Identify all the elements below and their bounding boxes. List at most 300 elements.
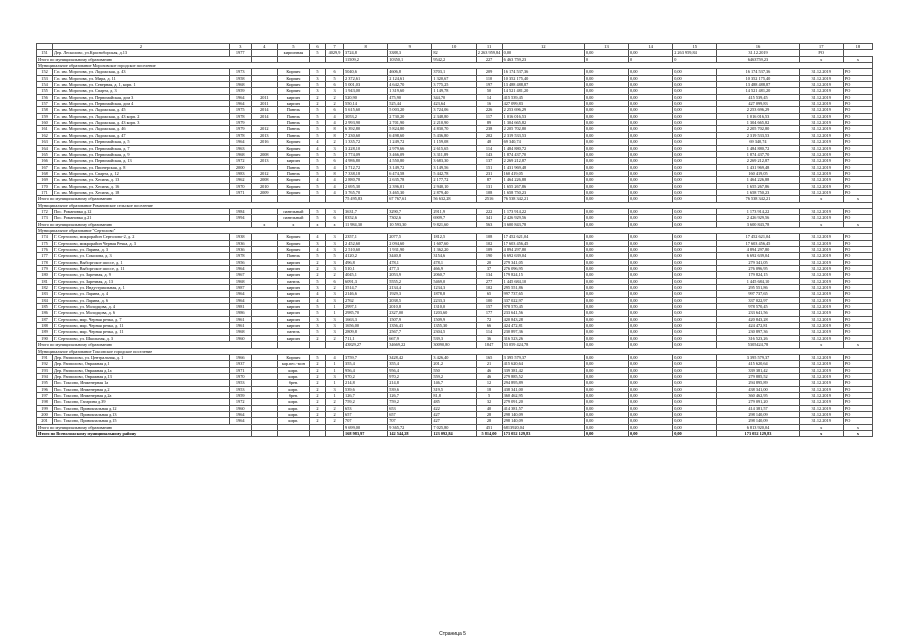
table-cell: 0,00 bbox=[584, 247, 628, 253]
table-cell: 0,00 bbox=[629, 272, 673, 278]
table-cell: 279 885,52 bbox=[717, 373, 799, 379]
table-cell: 759,2 bbox=[344, 399, 388, 405]
table-cell: 6909,7 bbox=[432, 215, 476, 221]
table-cell: 110 bbox=[476, 75, 502, 81]
table-cell: 2 bbox=[309, 361, 325, 367]
table-cell: 0,00 bbox=[673, 196, 717, 202]
table-cell: 3 bbox=[325, 291, 343, 297]
address-cell: Пос. Токсово, Инженерная д.2 bbox=[53, 386, 230, 392]
table-cell: 40 bbox=[476, 405, 502, 411]
table-cell: 0,00 bbox=[584, 291, 628, 297]
table-cell: РО bbox=[843, 139, 872, 145]
row-number-cell: 180 bbox=[37, 272, 53, 278]
table-cell: 3514,7 bbox=[344, 285, 388, 291]
table-cell: 31.12.2019 bbox=[799, 101, 843, 107]
table-cell: 0,00 bbox=[584, 189, 628, 195]
table-cell: 2 940,10 bbox=[432, 183, 476, 189]
table-cell: Кирпич bbox=[277, 151, 309, 157]
table-cell: 2012 bbox=[251, 126, 277, 132]
table-cell: РО bbox=[843, 386, 872, 392]
table-cell: 0,00 bbox=[584, 424, 628, 430]
table-cell: 0,00 bbox=[629, 323, 673, 329]
table-cell: 14 521 481,20 bbox=[502, 88, 584, 94]
table-cell: 5 824,80 bbox=[388, 126, 432, 132]
table-cell: 3 466,09 bbox=[388, 151, 432, 157]
row-number-cell: 196 bbox=[37, 386, 53, 392]
row-number-cell: 198 bbox=[37, 399, 53, 405]
table-cell: 2 bbox=[325, 285, 343, 291]
table-cell: 3 774,09 bbox=[344, 151, 388, 157]
table-cell: 415 539,45 bbox=[502, 94, 584, 100]
address-cell: Г.п. им. Морозова, ул. Ладожская, д. 43 bbox=[53, 69, 230, 75]
table-cell: 414 381,57 bbox=[717, 405, 799, 411]
table-cell: 31.12.2019 bbox=[799, 405, 843, 411]
table-cell: 5 bbox=[325, 253, 343, 259]
table-cell: 31.12.2019 bbox=[799, 240, 843, 246]
table-cell: 1938 bbox=[229, 234, 251, 240]
table-cell: Кирпич bbox=[277, 247, 309, 253]
table-cell: 31.12.2019 bbox=[799, 126, 843, 132]
table-cell: 31.12.2019 bbox=[799, 380, 843, 386]
table-cell: 0,00 bbox=[629, 221, 673, 227]
table-cell: х bbox=[843, 424, 872, 430]
table-cell: 1355,30 bbox=[432, 323, 476, 329]
table-cell: 0,00 bbox=[629, 107, 673, 113]
table-cell: 2327,00 bbox=[388, 310, 432, 316]
row-number-cell: 165 bbox=[37, 151, 53, 157]
table-cell: 1 249,72 bbox=[388, 139, 432, 145]
table-cell: 414 381,57 bbox=[502, 405, 584, 411]
table-cell: 102 bbox=[476, 240, 502, 246]
address-cell: Г. Сертолово, мкр. Черная речка, д. 11 bbox=[53, 329, 230, 335]
table-cell: 3 311,89 bbox=[432, 151, 476, 157]
table-cell: 0,00 bbox=[673, 380, 717, 386]
table-cell: 1 bbox=[325, 310, 343, 316]
table-cell: 3 149,72 bbox=[388, 164, 432, 170]
table-cell: 0,00 bbox=[629, 113, 673, 119]
table-cell: 2567,7 bbox=[388, 329, 432, 335]
table-cell: РО bbox=[843, 335, 872, 341]
table-cell: 222 bbox=[476, 208, 502, 214]
table-cell: 0,00 bbox=[584, 113, 628, 119]
table-cell: 0,00 bbox=[584, 88, 628, 94]
row-number-cell: 163 bbox=[37, 139, 53, 145]
table-cell: 6 692 639,04 bbox=[717, 253, 799, 259]
table-cell: 5 bbox=[309, 170, 325, 176]
table-cell: 0,00 bbox=[673, 278, 717, 284]
table-cell: х bbox=[799, 56, 843, 62]
table-cell: 6 bbox=[325, 82, 343, 88]
table-cell: 5 bbox=[309, 132, 325, 138]
table-cell: 226 bbox=[476, 107, 502, 113]
table-cell: 31.12.2019 bbox=[799, 170, 843, 176]
row-number-cell: 187 bbox=[37, 316, 53, 322]
table-cell: 711,1 bbox=[344, 335, 388, 341]
table-cell: 17 603 456,45 bbox=[717, 240, 799, 246]
table-cell: 67 767,61 bbox=[388, 196, 432, 202]
table-cell: 0,00 bbox=[629, 164, 673, 170]
table-cell: 0,00 bbox=[584, 170, 628, 176]
row-number-cell: 166 bbox=[37, 158, 53, 164]
table-cell: 134 bbox=[476, 272, 502, 278]
table-cell: 31.12.2019 bbox=[799, 411, 843, 417]
table-cell: 31.12.2019 bbox=[799, 208, 843, 214]
table-cell: 1 445 684,10 bbox=[502, 278, 584, 284]
table-cell: 1847 bbox=[476, 342, 502, 348]
row-number-cell: 155 bbox=[37, 88, 53, 94]
table-cell: 520,90 bbox=[344, 94, 388, 100]
table-cell: 4045,1 bbox=[344, 272, 388, 278]
table-cell: 0,00 bbox=[673, 329, 717, 335]
table-cell: 1 484 880,72 bbox=[717, 145, 799, 151]
housing-register-table bbox=[36, 43, 873, 437]
table-cell: х bbox=[277, 221, 309, 227]
table-cell: 31.12.2019 bbox=[799, 335, 843, 341]
table-cell: 209 bbox=[476, 69, 502, 75]
table-cell: 415 539,45 bbox=[717, 94, 799, 100]
table-cell: 0,00 bbox=[673, 247, 717, 253]
table-cell: 0,00 bbox=[629, 177, 673, 183]
address-cell: Дер. Рапполово, Овражная д.13 bbox=[53, 373, 230, 379]
address-cell: Г. Сертолово, ул. Молодцова, д. 6 bbox=[53, 310, 230, 316]
table-cell: 31.12.2019 bbox=[799, 107, 843, 113]
table-cell: 1958 bbox=[229, 75, 251, 81]
table-cell: 31.12.2019 bbox=[799, 253, 843, 259]
table-cell: 956,4 bbox=[388, 367, 432, 373]
address-cell: Г. Сертолово, микрорайон Черная Речка, д. 3 bbox=[53, 240, 230, 246]
address-cell: Г.п. им. Морозова, ул. Первомайская, дом 4 bbox=[53, 101, 230, 107]
address-cell: Дер. Рапполово, ул. Центральная, д. 1 bbox=[53, 354, 230, 360]
address-cell: Г.п. им. Морозова, ул. Первомайская, д. 5 bbox=[53, 139, 230, 145]
table-cell: 2 bbox=[309, 405, 325, 411]
table-cell: 2014 bbox=[251, 113, 277, 119]
table-cell: 9 365,72 bbox=[388, 424, 432, 430]
table-cell: х bbox=[843, 56, 872, 62]
table-cell: 16 174 537,36 bbox=[502, 69, 584, 75]
table-cell: 2 bbox=[309, 367, 325, 373]
row-number-cell: 190 bbox=[37, 335, 53, 341]
table-cell: РО bbox=[843, 101, 872, 107]
table-cell: 2 263 959,84 bbox=[673, 50, 717, 56]
address-cell: Г. Сертолово, ул. Ларина, д. 4 bbox=[53, 291, 230, 297]
address-cell: Г. Сертолово, микрорайон Сертолово-2, д. 2 bbox=[53, 234, 230, 240]
table-cell: 2233,3 bbox=[432, 297, 476, 303]
table-cell: 1507,9 bbox=[388, 316, 432, 322]
table-cell: 4 bbox=[309, 177, 325, 183]
table-cell: 276 096,95 bbox=[502, 266, 584, 272]
table-cell: 179 824,15 bbox=[502, 272, 584, 278]
table-cell: 31.12.2019 bbox=[799, 386, 843, 392]
table-cell: 2997,1 bbox=[344, 304, 388, 310]
table-cell: 0,00 bbox=[584, 50, 628, 56]
table-cell: 190 bbox=[476, 253, 502, 259]
table-cell: 2012 bbox=[251, 170, 277, 176]
table-cell: 707 bbox=[388, 418, 432, 424]
table-cell: 1953 bbox=[229, 380, 251, 386]
table-cell: 2 880,78 bbox=[344, 177, 388, 183]
header-number-cell: 3 bbox=[229, 44, 251, 50]
table-cell: 563 bbox=[476, 221, 502, 227]
table-cell: РО bbox=[843, 107, 872, 113]
table-cell: 0,00 bbox=[629, 310, 673, 316]
table-cell: 5469,0 bbox=[432, 278, 476, 284]
table-cell: 0,00 bbox=[673, 297, 717, 303]
table-cell: 0,00 bbox=[673, 386, 717, 392]
table-cell: кирпич bbox=[277, 304, 309, 310]
table-cell: 4120,2 bbox=[344, 253, 388, 259]
table-cell: 53 059 424,78 bbox=[502, 342, 584, 348]
table-cell: 5 bbox=[309, 329, 325, 335]
table-cell: 31.12.2019 bbox=[799, 304, 843, 310]
table-cell: 1979 bbox=[229, 126, 251, 132]
table-cell: Панель bbox=[277, 170, 309, 176]
table-cell: 6 bbox=[325, 215, 343, 221]
table-cell: 2 695,30 bbox=[344, 183, 388, 189]
table-cell: 1 320,67 bbox=[432, 75, 476, 81]
table-cell: 2 bbox=[309, 399, 325, 405]
table-cell: 69 340,74 bbox=[717, 139, 799, 145]
table-cell: 1956 bbox=[229, 259, 251, 265]
table-cell: 279 885,52 bbox=[502, 373, 584, 379]
table-cell: 87 bbox=[476, 177, 502, 183]
table-cell: кирп. bbox=[277, 399, 309, 405]
table-cell bbox=[251, 430, 277, 436]
row-number-cell: 192 bbox=[37, 361, 53, 367]
table-cell: РО bbox=[843, 240, 872, 246]
table-cell: 0,00 bbox=[673, 304, 717, 310]
table-cell: 496,8 bbox=[344, 259, 388, 265]
table-cell: 1978 bbox=[229, 113, 251, 119]
table-cell: 1878,8 bbox=[432, 291, 476, 297]
table-cell: 360 462,95 bbox=[717, 392, 799, 398]
table-cell: 31.12.2019 bbox=[799, 323, 843, 329]
table-cell: 31.12.2019 bbox=[799, 285, 843, 291]
table-cell: 4029,9 bbox=[325, 50, 343, 56]
total-label: Итого по муниципальному образованию bbox=[37, 56, 252, 62]
header-number-cell: 18 bbox=[843, 44, 872, 50]
table-cell: 0,00 bbox=[584, 126, 628, 132]
table-cell: 0,00 bbox=[629, 430, 673, 436]
table-cell: 2 bbox=[309, 411, 325, 417]
table-cell: 0,00 bbox=[629, 278, 673, 284]
table-cell: РО bbox=[843, 310, 872, 316]
table-cell: 420 843,28 bbox=[502, 316, 584, 322]
table-cell: 1203,60 bbox=[432, 310, 476, 316]
table-cell: РО bbox=[843, 158, 872, 164]
table-cell: 4 bbox=[309, 291, 325, 297]
table-cell: 0,00 bbox=[673, 392, 717, 398]
table-cell: РО bbox=[843, 367, 872, 373]
table-cell: 355,4 bbox=[344, 361, 388, 367]
table-cell: 1 445 684,10 bbox=[717, 278, 799, 284]
address-cell: Г.п. им. Морозова, ул. Северная, д. 1, корп. 1 bbox=[53, 82, 230, 88]
header-number-cell: 8 bbox=[344, 44, 388, 50]
table-cell: 1984 bbox=[229, 208, 251, 214]
address-cell: Г.п. им. Морозова, ул. Первомайская, д. 7 bbox=[53, 145, 230, 151]
table-cell: 8352,6 bbox=[344, 215, 388, 221]
table-cell: 5 814,00 bbox=[476, 430, 502, 436]
row-number-cell: 191 bbox=[37, 354, 53, 360]
table-cell: 1972 bbox=[229, 399, 251, 405]
table-cell: 653 bbox=[388, 405, 432, 411]
row-number-cell: 176 bbox=[37, 247, 53, 253]
table-cell: 165 bbox=[476, 354, 502, 360]
table-cell: Панель bbox=[277, 164, 309, 170]
table-cell: 3 bbox=[325, 234, 343, 240]
table-cell: 0,00 bbox=[673, 418, 717, 424]
table-cell: 50 bbox=[476, 88, 502, 94]
table-cell: 202 bbox=[476, 132, 502, 138]
table-cell: 424 472,81 bbox=[502, 323, 584, 329]
table-cell: 2013 bbox=[251, 132, 277, 138]
table-cell: 0,00 bbox=[584, 164, 628, 170]
table-cell: 0,00 bbox=[673, 323, 717, 329]
table-cell: 3 600 843,78 bbox=[502, 221, 584, 227]
table-cell: 2 bbox=[309, 373, 325, 379]
table-cell: РО bbox=[799, 50, 843, 56]
table-cell: 978 570,45 bbox=[502, 304, 584, 310]
table-cell: 5 436,80 bbox=[432, 132, 476, 138]
table-cell: РО bbox=[843, 82, 872, 88]
table-cell: РО bbox=[843, 278, 872, 284]
table-cell: 1971 bbox=[229, 189, 251, 195]
table-cell: 31.12.2019 bbox=[799, 367, 843, 373]
table-cell: 214,8 bbox=[344, 380, 388, 386]
table-cell: кирпич bbox=[277, 285, 309, 291]
table-cell: 0,00 bbox=[673, 88, 717, 94]
table-cell: 1963 bbox=[229, 145, 251, 151]
table-cell: 5555,2 bbox=[388, 278, 432, 284]
table-cell: 3 724,06 bbox=[432, 107, 476, 113]
table-cell: 2 269 212,87 bbox=[502, 158, 584, 164]
table-cell: 123 092,84 bbox=[432, 430, 476, 436]
table-cell: 227 bbox=[476, 56, 502, 62]
table-cell: 151 bbox=[476, 164, 502, 170]
table-cell: 108 bbox=[476, 234, 502, 240]
table-cell: 0,00 bbox=[584, 151, 628, 157]
table-cell: 31.12.2019 bbox=[799, 310, 843, 316]
table-cell: 0,00 bbox=[629, 94, 673, 100]
table-cell: 31.12.2019 bbox=[799, 82, 843, 88]
table-cell: 2 124,61 bbox=[388, 75, 432, 81]
table-cell: 0,00 bbox=[629, 304, 673, 310]
table-cell: 2 bbox=[325, 399, 343, 405]
table-cell: 5 bbox=[309, 120, 325, 126]
table-cell: 6 498,60 bbox=[388, 132, 432, 138]
table-cell: 5 bbox=[309, 164, 325, 170]
address-cell: Г. Сертолово, мкр. Черная речка, д. 11 bbox=[53, 323, 230, 329]
table-cell: 0,00 bbox=[673, 189, 717, 195]
table-cell: 1961 bbox=[229, 323, 251, 329]
table-cell: 1960 bbox=[229, 335, 251, 341]
table-cell: 5 bbox=[309, 158, 325, 164]
table-cell: 423,64 bbox=[432, 101, 476, 107]
table-cell: 2 205 702,80 bbox=[502, 126, 584, 132]
table-cell: Кирпич bbox=[277, 234, 309, 240]
table-cell: 279 091,20 bbox=[502, 399, 584, 405]
table-cell: 956,4 bbox=[344, 367, 388, 373]
table-cell: 0,00 bbox=[673, 342, 717, 348]
table-cell: 4 bbox=[325, 120, 343, 126]
table-cell: 0,00 bbox=[673, 221, 717, 227]
table-cell: 2516 bbox=[476, 196, 502, 202]
table-cell: 276 096,95 bbox=[717, 266, 799, 272]
table-cell: 1929,3 bbox=[388, 291, 432, 297]
table-cell: 31.12.2019 bbox=[799, 272, 843, 278]
table-cell: 277 bbox=[476, 278, 502, 284]
table-cell: 0,00 bbox=[629, 196, 673, 202]
table-cell: 31.12.2019 bbox=[799, 88, 843, 94]
table-cell: кар.пес.-мон bbox=[277, 361, 309, 367]
table-cell: 56 632,28 bbox=[432, 196, 476, 202]
table-cell: 1962 bbox=[229, 177, 251, 183]
table-cell: 0,00 bbox=[584, 392, 628, 398]
table-cell: 339 381,42 bbox=[717, 367, 799, 373]
table-cell: 173 052 129,83 bbox=[502, 430, 584, 436]
table-cell: 17 452 621,04 bbox=[717, 234, 799, 240]
table-cell: 298 140,09 bbox=[717, 418, 799, 424]
header-number-cell: 6 bbox=[309, 44, 325, 50]
table-cell: 3 bbox=[325, 208, 343, 214]
table-cell: 1977 bbox=[229, 50, 251, 56]
row-number-cell: 183 bbox=[37, 291, 53, 297]
table-cell: 231 bbox=[476, 170, 502, 176]
table-cell: 31.12.2019 bbox=[799, 94, 843, 100]
table-cell: 1 bbox=[325, 304, 343, 310]
table-cell: 0,00 bbox=[629, 170, 673, 176]
table-cell: 707 bbox=[344, 418, 388, 424]
table-cell: 0,00 bbox=[673, 405, 717, 411]
table-cell: 0,00 bbox=[629, 361, 673, 367]
table-cell: 89 bbox=[476, 120, 502, 126]
table-cell: 5 bbox=[309, 107, 325, 113]
table-cell: 1 362,20 bbox=[432, 247, 476, 253]
table-cell: 510,1 bbox=[344, 266, 388, 272]
table-cell: 48 bbox=[476, 139, 502, 145]
table-cell: 108 bbox=[476, 189, 502, 195]
table-cell: 126,7 bbox=[388, 392, 432, 398]
table-cell: РО bbox=[843, 272, 872, 278]
table-cell: 13 488 488,87 bbox=[717, 82, 799, 88]
row-number-cell: 151 bbox=[37, 50, 53, 56]
table-cell: 1 016 016,53 bbox=[717, 113, 799, 119]
table-cell: 4 bbox=[325, 354, 343, 360]
table-cell: 31.12.2019 bbox=[799, 278, 843, 284]
table-cell: 1310,0 bbox=[432, 304, 476, 310]
table-cell: 31.12.2019 bbox=[799, 259, 843, 265]
table-cell: 427 099,83 bbox=[502, 101, 584, 107]
table-cell: 2 879,40 bbox=[432, 189, 476, 195]
table-cell: 2 426 929,56 bbox=[717, 215, 799, 221]
table-cell: 1 bbox=[325, 361, 343, 367]
table-cell: 0,00 bbox=[673, 272, 717, 278]
table-cell: 2 210,90 bbox=[432, 120, 476, 126]
table-cell: 31.12.2019 bbox=[799, 132, 843, 138]
table-cell: 2146,6 bbox=[344, 291, 388, 297]
table-cell: кирпич bbox=[277, 158, 309, 164]
table-cell: РО bbox=[843, 329, 872, 335]
table-cell: х bbox=[799, 342, 843, 348]
table-cell: 475,90 bbox=[388, 94, 432, 100]
table-cell: 1 655 267,86 bbox=[502, 183, 584, 189]
table-cell: 0,00 bbox=[584, 316, 628, 322]
table-cell bbox=[325, 430, 343, 436]
table-cell: 76 538 342,21 bbox=[717, 196, 799, 202]
row-number-cell: 161 bbox=[37, 126, 53, 132]
table-cell: 31.12.2019 bbox=[799, 215, 843, 221]
table-cell: 7 230,60 bbox=[344, 132, 388, 138]
table-cell: 1 431 969,48 bbox=[502, 164, 584, 170]
